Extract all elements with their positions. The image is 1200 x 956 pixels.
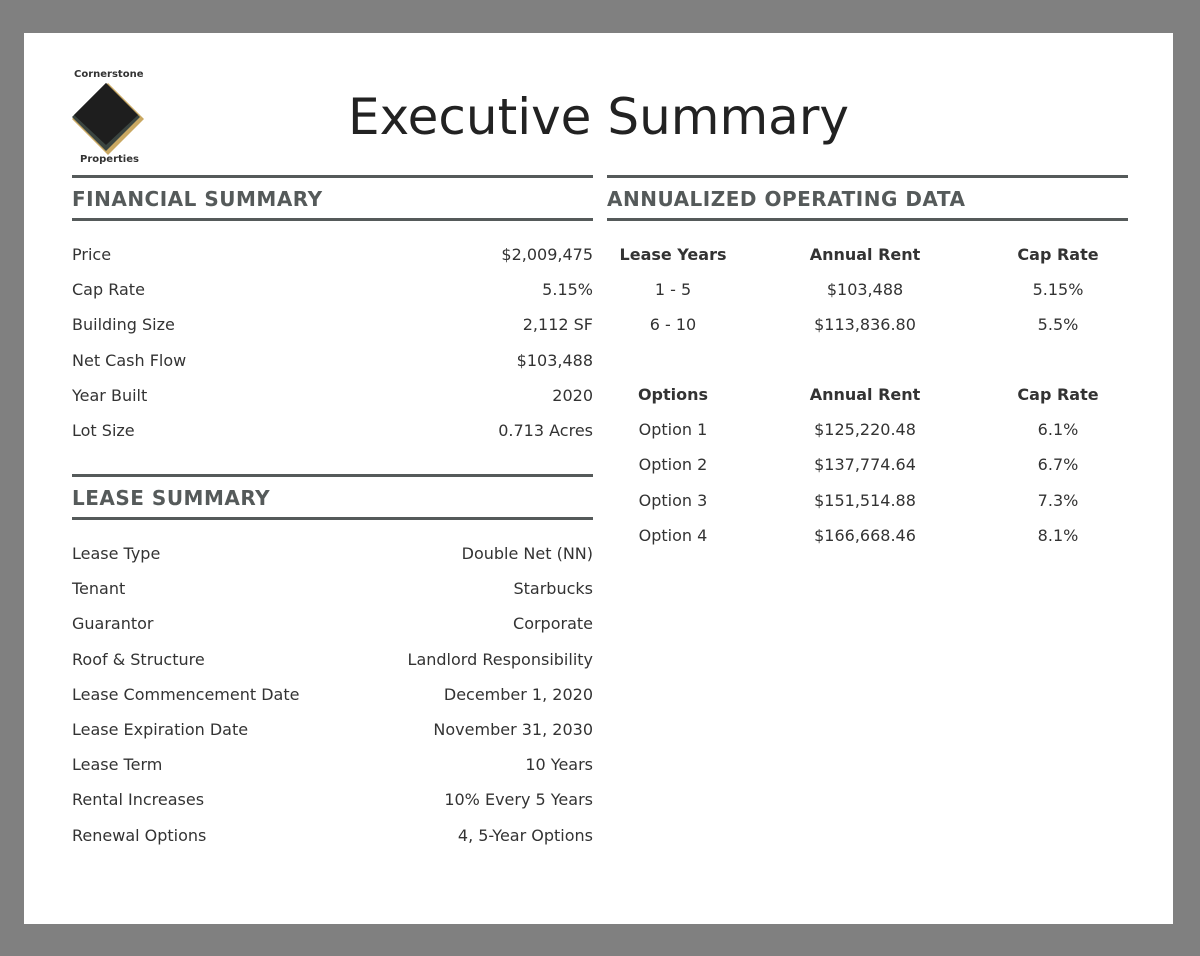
row-label: Lease Term xyxy=(72,755,163,775)
lease-row xyxy=(72,614,593,638)
row-value: 10 Years xyxy=(525,755,593,775)
financial-row xyxy=(72,386,593,410)
row-value: 0.713 Acres xyxy=(498,421,593,440)
table-cell: Option 4 xyxy=(638,525,708,545)
row-value: 10% Every 5 Years xyxy=(444,790,593,810)
table-cell: 6.1% xyxy=(1037,420,1079,440)
page-title: Executive Summary xyxy=(348,88,849,146)
table-cell: $125,220.48 xyxy=(814,420,916,440)
lease-row xyxy=(72,826,593,850)
table-cell: 6 - 10 xyxy=(649,315,697,335)
lease-row xyxy=(72,720,593,744)
row-value: 5.15% xyxy=(542,280,593,300)
lease-row xyxy=(72,579,593,603)
row-value: Double Net (NN) xyxy=(461,544,593,563)
row-value: 4, 5-Year Options xyxy=(457,825,593,845)
row-value: Landlord Responsibility xyxy=(407,649,593,669)
table-cell: 7.3% xyxy=(1037,490,1079,510)
row-value: 2,112 SF xyxy=(522,315,593,335)
lease-row xyxy=(72,790,593,814)
row-label: Lease Commencement Date xyxy=(72,684,300,704)
table-header: Cap Rate xyxy=(1017,385,1099,404)
row-label: Roof & Structure xyxy=(72,649,205,669)
row-value: Corporate xyxy=(513,614,593,634)
table-cell: Option 3 xyxy=(638,490,708,510)
table-cell: $113,836.80 xyxy=(814,315,916,335)
table-cell: Option 2 xyxy=(638,455,708,475)
row-label: Building Size xyxy=(72,315,175,335)
logo-text-bottom: Properties xyxy=(80,154,139,165)
table-header: Options xyxy=(637,385,709,404)
page xyxy=(24,33,1173,924)
lease-row xyxy=(72,544,593,568)
row-label: Lot Size xyxy=(72,421,135,440)
lease-summary-header: LEASE SUMMARY xyxy=(72,474,593,520)
table-header: Lease Years xyxy=(619,245,727,264)
table-cell: $151,514.88 xyxy=(814,490,916,510)
table-header: Annual Rent xyxy=(809,245,921,264)
table-cell: $166,668.46 xyxy=(814,525,916,545)
table-cell: 5.5% xyxy=(1037,315,1079,335)
row-label: Lease Expiration Date xyxy=(72,720,249,739)
operating-data-header: ANNUALIZED OPERATING DATA xyxy=(607,175,1128,221)
table-header: Annual Rent xyxy=(809,385,921,404)
logo-text-top: Cornerstone xyxy=(74,69,144,80)
table-cell: 6.7% xyxy=(1037,455,1079,475)
financial-summary-header: FINANCIAL SUMMARY xyxy=(72,175,593,221)
row-value: $103,488 xyxy=(516,350,593,370)
row-label: Year Built xyxy=(72,385,148,405)
lease-row xyxy=(72,685,593,709)
row-label: Cap Rate xyxy=(72,280,145,300)
row-label: Tenant xyxy=(72,579,126,599)
table-cell: 1 - 5 xyxy=(654,280,692,300)
financial-row xyxy=(72,351,593,375)
row-value: $2,009,475 xyxy=(501,245,593,264)
financial-row xyxy=(72,421,593,445)
lease-row xyxy=(72,650,593,674)
row-label: Price xyxy=(72,245,112,264)
row-label: Net Cash Flow xyxy=(72,350,187,370)
row-value: December 1, 2020 xyxy=(443,684,593,704)
table-cell: 8.1% xyxy=(1037,525,1079,545)
row-label: Renewal Options xyxy=(72,825,207,845)
financial-row xyxy=(72,315,593,339)
row-label: Lease Type xyxy=(72,544,161,563)
table-cell: 5.15% xyxy=(1032,280,1084,300)
table-cell: Option 1 xyxy=(638,420,708,440)
row-value: Starbucks xyxy=(513,579,593,599)
table-header: Cap Rate xyxy=(1017,245,1099,264)
lease-row xyxy=(72,755,593,779)
row-label: Rental Increases xyxy=(72,790,205,810)
table-cell: $103,488 xyxy=(826,280,904,300)
financial-row xyxy=(72,280,593,304)
financial-row xyxy=(72,245,593,269)
table-cell: $137,774.64 xyxy=(814,455,916,475)
row-value: November 31, 2030 xyxy=(433,720,593,739)
row-label: Guarantor xyxy=(72,614,154,634)
row-value: 2020 xyxy=(552,385,593,405)
